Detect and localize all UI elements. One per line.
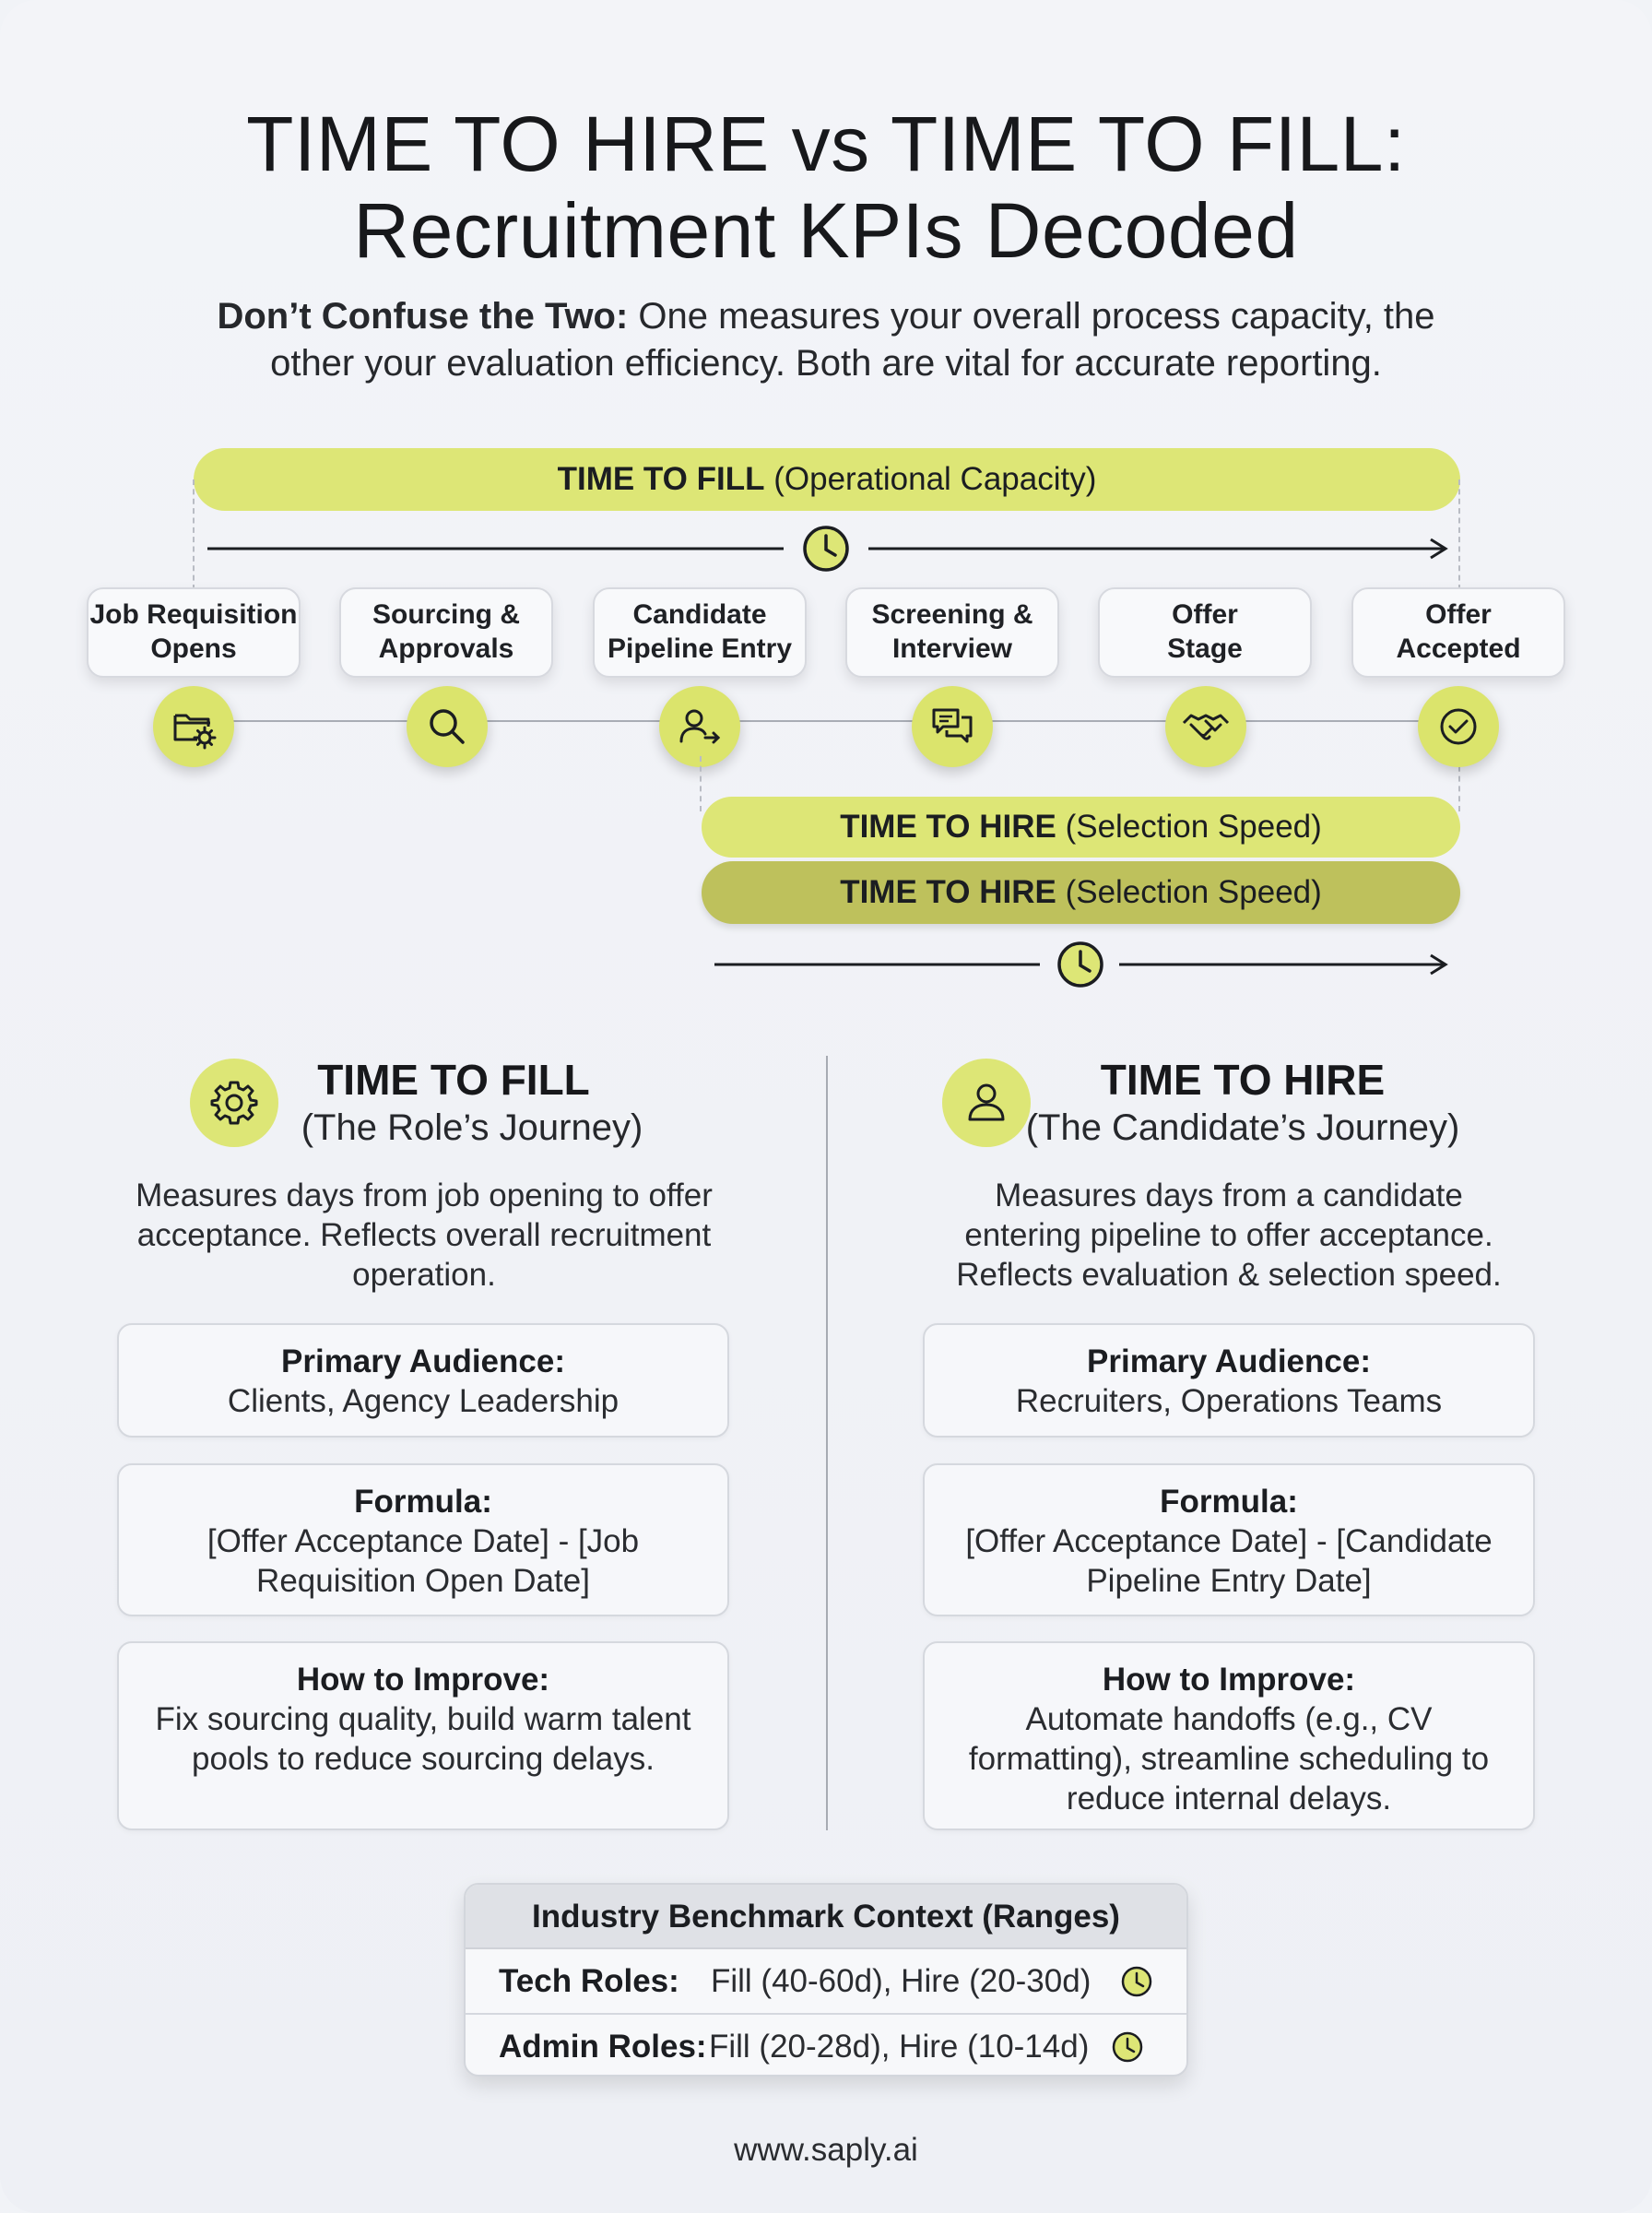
title-line-2: Recruitment KPIs Decoded	[353, 187, 1299, 274]
subtitle-line-2: other your evaluation efficiency. Both are vital for accurate reporting.	[270, 343, 1382, 384]
clock-icon	[805, 527, 847, 570]
user-arrow-icon	[676, 703, 724, 751]
benchmark-row-tech	[466, 1949, 1186, 2013]
stage-node-1	[153, 686, 234, 767]
hire-bar-name: TIME TO HIRE	[840, 809, 1056, 845]
fill-duration-arrow	[203, 524, 1457, 574]
hire-desc-line: Reflects evaluation & selection speed.	[956, 1257, 1502, 1293]
clock-icon	[1059, 943, 1102, 986]
subtitle-line-1	[148, 293, 1504, 340]
user-icon	[961, 1077, 1012, 1129]
stage-node-4	[912, 686, 993, 767]
hire-improve-text: formatting), streamline scheduling to	[968, 1741, 1490, 1777]
hire-bar-desc: (Selection Speed)	[1056, 874, 1322, 910]
fill-end-dashed-line	[1458, 479, 1460, 590]
fill-audience-box	[117, 1323, 729, 1438]
stage-label-1: Screening &	[871, 599, 1033, 630]
stage-track-line	[194, 720, 1460, 722]
hire-improve-text: Automate handoffs (e.g., CV	[1025, 1701, 1433, 1737]
fill-audience-text: Clients, Agency Leadership	[227, 1383, 620, 1419]
subtitle-lead: Don’t Confuse the Two:	[217, 296, 629, 337]
hire-description	[897, 1176, 1561, 1295]
handshake-icon	[1180, 703, 1232, 751]
fill-start-dashed-line	[193, 479, 195, 590]
hire-bar-desc: (Selection Speed)	[1056, 809, 1322, 845]
hire-duration-arrow	[710, 939, 1457, 990]
hire-formula-box	[923, 1463, 1535, 1616]
hire-audience-text: Recruiters, Operations Teams	[1015, 1383, 1443, 1419]
stage-box-offer-stage	[1098, 587, 1312, 678]
stage-box-sourcing	[339, 587, 553, 678]
hire-improve-label: How to Improve:	[1102, 1662, 1356, 1698]
footer-url: www.saply.ai	[734, 2132, 918, 2168]
stage-label-2: Approvals	[378, 633, 514, 664]
benchmark-row-admin	[466, 2013, 1186, 2077]
fill-formula-box	[117, 1463, 729, 1616]
hire-formula-text: Pipeline Entry Date]	[1086, 1563, 1372, 1599]
fill-description	[92, 1176, 756, 1295]
fill-improve-text: Fix sourcing quality, build warm talent	[155, 1701, 691, 1737]
fill-improve-label: How to Improve:	[296, 1662, 550, 1698]
stage-label-2: Stage	[1167, 633, 1243, 664]
fill-bar-name: TIME TO FILL	[557, 461, 765, 497]
stage-box-candidate-pipeline	[593, 587, 807, 678]
hire-desc-line: Measures days from a candidate	[995, 1178, 1463, 1213]
clock-icon	[1111, 2030, 1144, 2064]
time-to-hire-bar	[702, 797, 1460, 858]
stage-box-offer-accepted	[1351, 587, 1565, 678]
stage-label-2: Accepted	[1396, 633, 1521, 664]
check-circle-icon	[1434, 703, 1482, 751]
hire-formula-label: Formula:	[1160, 1484, 1298, 1520]
search-icon	[423, 703, 471, 751]
benchmark-row-value: Fill (40-60d), Hire (20-30d)	[711, 1963, 1092, 1999]
stage-label-2: Opens	[150, 633, 237, 664]
stage-label-1: Sourcing &	[372, 599, 520, 630]
benchmark-title: Industry Benchmark Context (Ranges)	[466, 1885, 1186, 1949]
stage-box-screening	[845, 587, 1059, 678]
fill-column-subtitle: (The Role’s Journey)	[301, 1107, 643, 1148]
benchmark-table	[464, 1883, 1188, 2077]
fill-audience-label: Primary Audience:	[281, 1343, 565, 1379]
stage-node-6	[1418, 686, 1499, 767]
hire-column-subtitle: (The Candidate’s Journey)	[1025, 1107, 1460, 1148]
stage-label-1: Offer	[1425, 599, 1492, 630]
subtitle-rest: One measures your overall process capacity, the	[628, 296, 1435, 337]
benchmark-row-value: Fill (20-28d), Hire (10-14d)	[709, 2029, 1090, 2065]
fill-formula-text: [Offer Acceptance Date] - [Job	[206, 1523, 640, 1559]
stage-node-2	[407, 686, 488, 767]
stage-label-2: Interview	[891, 633, 1013, 664]
column-divider	[826, 1056, 828, 1830]
stage-box-job-requisition	[87, 587, 301, 678]
hire-bar-name: TIME TO HIRE	[840, 874, 1056, 910]
hire-desc-line: entering pipeline to offer acceptance.	[964, 1217, 1493, 1253]
stage-label-1: Offer	[1172, 599, 1238, 630]
stage-label-2: Pipeline Entry	[607, 633, 793, 664]
fill-column-title: TIME TO FILL	[317, 1056, 590, 1104]
hire-audience-label: Primary Audience:	[1087, 1343, 1371, 1379]
title-line-1: TIME TO HIRE vs TIME TO FILL:	[246, 101, 1406, 187]
stage-node-5	[1165, 686, 1246, 767]
fill-formula-text: Requisition Open Date]	[256, 1563, 590, 1599]
time-to-hire-bar-shadow	[702, 861, 1460, 924]
benchmark-row-label: Admin Roles:	[499, 2029, 707, 2065]
fill-desc-line: acceptance. Reflects overall recruitment	[136, 1217, 712, 1253]
folder-gear-icon	[170, 703, 218, 751]
hire-improve-text: reduce internal delays.	[1066, 1781, 1392, 1817]
hire-column-title: TIME TO HIRE	[1100, 1056, 1386, 1104]
fill-improve-box	[117, 1641, 729, 1830]
benchmark-row-label: Tech Roles:	[499, 1963, 679, 1999]
hire-start-dashed-line	[700, 756, 702, 811]
fill-desc-line: Measures days from job opening to offer	[136, 1178, 713, 1213]
fill-formula-label: Formula:	[354, 1484, 492, 1520]
chat-bubbles-icon	[928, 703, 976, 751]
fill-improve-text: pools to reduce sourcing delays.	[192, 1741, 655, 1777]
hire-formula-text: [Offer Acceptance Date] - [Candidate	[965, 1523, 1493, 1559]
fill-bar-desc: (Operational Capacity)	[764, 461, 1097, 497]
hire-improve-box	[923, 1641, 1535, 1830]
stage-label-1: Candidate	[632, 599, 767, 630]
fill-desc-line: operation.	[352, 1257, 496, 1293]
clock-icon	[1120, 1965, 1153, 1998]
time-to-fill-bar	[194, 448, 1460, 511]
hire-audience-box	[923, 1323, 1535, 1438]
stage-node-3	[659, 686, 740, 767]
stage-label-1: Job Requisition	[89, 599, 298, 630]
